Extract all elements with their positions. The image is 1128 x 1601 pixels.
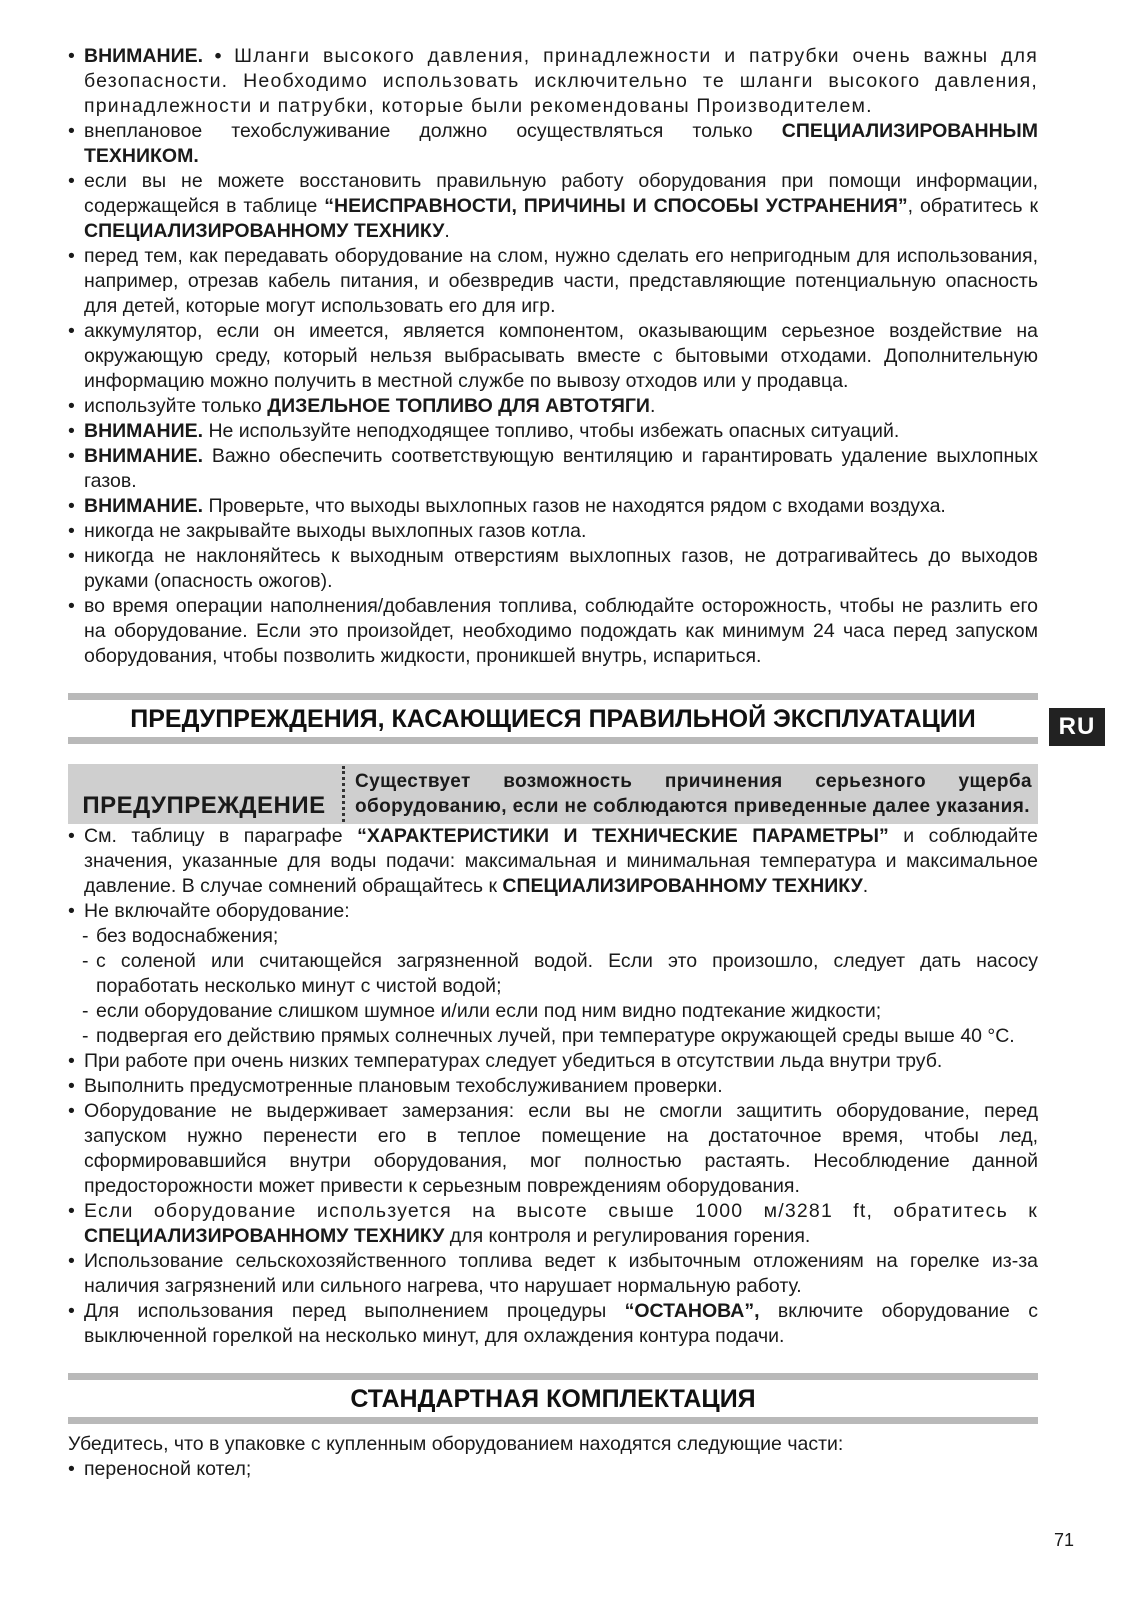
list-item: • Если оборудование используется на высоте свыше 1000 м/3281 ft, обратитесь к СПЕЦИАЛИЗИРОВАННОМУ ТЕХНИКУ для контроля и регулирования горения. (68, 1199, 1038, 1249)
warning-box (68, 764, 1038, 824)
operation-list (68, 824, 1038, 924)
warning-label: ПРЕДУПРЕЖДЕНИЕ (82, 792, 326, 819)
list-item: • Выполнить предусмотренные плановым техобслуживанием проверки. (68, 1074, 1038, 1099)
warning-divider (342, 766, 345, 822)
list-item: • если вы не можете восстановить правильную работу оборудования при помощи информации, содержащейся в таблице “НЕИСПРАВНОСТИ, ПРИЧИНЫ И СПОСОБЫ УСТРАНЕНИЯ”, обратитесь к СПЕЦИАЛИЗИРОВАННОМУ ТЕХНИКУ. (68, 169, 1038, 244)
safety-list (68, 44, 1038, 669)
kit-list (68, 1457, 1038, 1482)
page-content (68, 44, 1038, 1482)
kit-intro: Убедитесь, что в упаковке с купленным оборудованием находятся следующие части: (68, 1433, 844, 1455)
list-item: • аккумулятор, если он имеется, является компонентом, оказывающим серьезное воздействие на окружающую среду, который нельзя выбрасывать вместе с бытовыми отходами. Дополнительную информацию можно получить в местной службе по вывозу отходов или у продавца. (68, 319, 1038, 394)
list-item: • никогда не наклоняйтесь к выходным отверстиям выхлопных газов, не дотрагивайтесь до выходов руками (опасность ожогов). (68, 544, 1038, 594)
section-top-bar (68, 1373, 1038, 1380)
dash-item: - с соленой или считающейся загрязненной водой. Если это произошло, следует дать насосу поработать несколько минут с чистой водой; (82, 949, 1038, 999)
list-item: • во время операции наполнения/добавления топлива, соблюдайте осторожность, чтобы не разлить его на оборудование. Если это произойдет, необходимо подождать как минимум 24 часа перед запуском оборудования, чтобы позволить жидкости, проникшей внутрь, испариться. (68, 594, 1038, 669)
list-item: • ВНИМАНИЕ. • Шланги высокого давления, принадлежности и патрубки очень важны для безопасности. Необходимо использовать исключительно те шланги высокого давления, принадлежности и патрубки, которые были рекомендованы Производителем. (68, 44, 1038, 119)
dash-item: - без водоснабжения; (82, 924, 1038, 949)
warning-text: Существует возможность причинения серьезного ущерба оборудованию, если не соблюдаются приведенные далее указания. (355, 771, 1032, 817)
dash-item: - подвергая его действию прямых солнечных лучей, при температуре окружающей среды выше 40 °C. (82, 1024, 1038, 1049)
section-heading-kit (68, 1373, 1038, 1424)
list-item: • Оборудование не выдерживает замерзания: если вы не смогли защитить оборудование, перед запуском нужно перенести его в теплое помещение на достаточное время, чтобы лед, сформировавшийся внутри оборудования, мог полностью растаять. Несоблюдение данной предосторожности может привести к серьезным повреждениям оборудования. (68, 1099, 1038, 1199)
list-item: • Использование сельскохозяйственного топлива ведет к избыточным отложениям на горелке из-за наличия загрязнений или сильного нагрева, что нарушает нормальную работу. (68, 1249, 1038, 1299)
page-number: 71 (1054, 1530, 1075, 1550)
language-tab: RU (1049, 708, 1105, 746)
list-item: • используйте только ДИЗЕЛЬНОЕ ТОПЛИВО ДЛЯ АВТОТЯГИ. (68, 394, 1038, 419)
list-item: • перед тем, как передавать оборудование на слом, нужно сделать его непригодным для использования, например, отрезав кабель питания, и обезвредив части, представляющие потенциальную опасность для детей, которые могут использовать его для игр. (68, 244, 1038, 319)
section-top-bar (68, 693, 1038, 700)
list-item: • внеплановое техобслуживание должно осуществляться только СПЕЦИАЛИЗИРОВАННЫМ ТЕХНИКОМ. (68, 119, 1038, 169)
list-item: • ВНИМАНИЕ. Проверьте, что выходы выхлопных газов не находятся рядом с входами воздуха. (68, 494, 1038, 519)
operation-list-continued (68, 1049, 1038, 1349)
list-item: • ВНИМАНИЕ. Не используйте неподходящее топливо, чтобы избежать опасных ситуаций. (68, 419, 1038, 444)
list-item: • переносной котел; (68, 1457, 1038, 1482)
list-item: • При работе при очень низких температурах следует убедиться в отсутствии льда внутри труб. (68, 1049, 1038, 1074)
list-item: • См. таблицу в параграфе “ХАРАКТЕРИСТИКИ И ТЕХНИЧЕСКИЕ ПАРАМЕТРЫ” и соблюдайте значения, указанные для воды подачи: максимальная и минимальная температура и максимальное давление. В случае сомнений обращайтесь к СПЕЦИАЛИЗИРОВАННОМУ ТЕХНИКУ. (68, 824, 1038, 899)
section-title: ПРЕДУПРЕЖДЕНИЯ, КАСАЮЩИЕСЯ ПРАВИЛЬНОЙ ЭКСПЛУАТАЦИИ (68, 700, 1038, 744)
dash-list (68, 924, 1038, 1049)
section-heading-operation (68, 693, 1038, 744)
list-item: • Не включайте оборудование: (68, 899, 1038, 924)
dash-item: - если оборудование слишком шумное и/или если под ним видно подтекание жидкости; (82, 999, 1038, 1024)
section-title: СТАНДАРТНАЯ КОМПЛЕКТАЦИЯ (68, 1380, 1038, 1424)
list-item: • ВНИМАНИЕ. Важно обеспечить соответствующую вентиляцию и гарантировать удаление выхлопных газов. (68, 444, 1038, 494)
list-item: • никогда не закрывайте выходы выхлопных газов котла. (68, 519, 1038, 544)
list-item: • Для использования перед выполнением процедуры “ОСТАНОВА”, включите оборудование с выключенной горелкой на несколько минут, для охлаждения контура подачи. (68, 1299, 1038, 1349)
